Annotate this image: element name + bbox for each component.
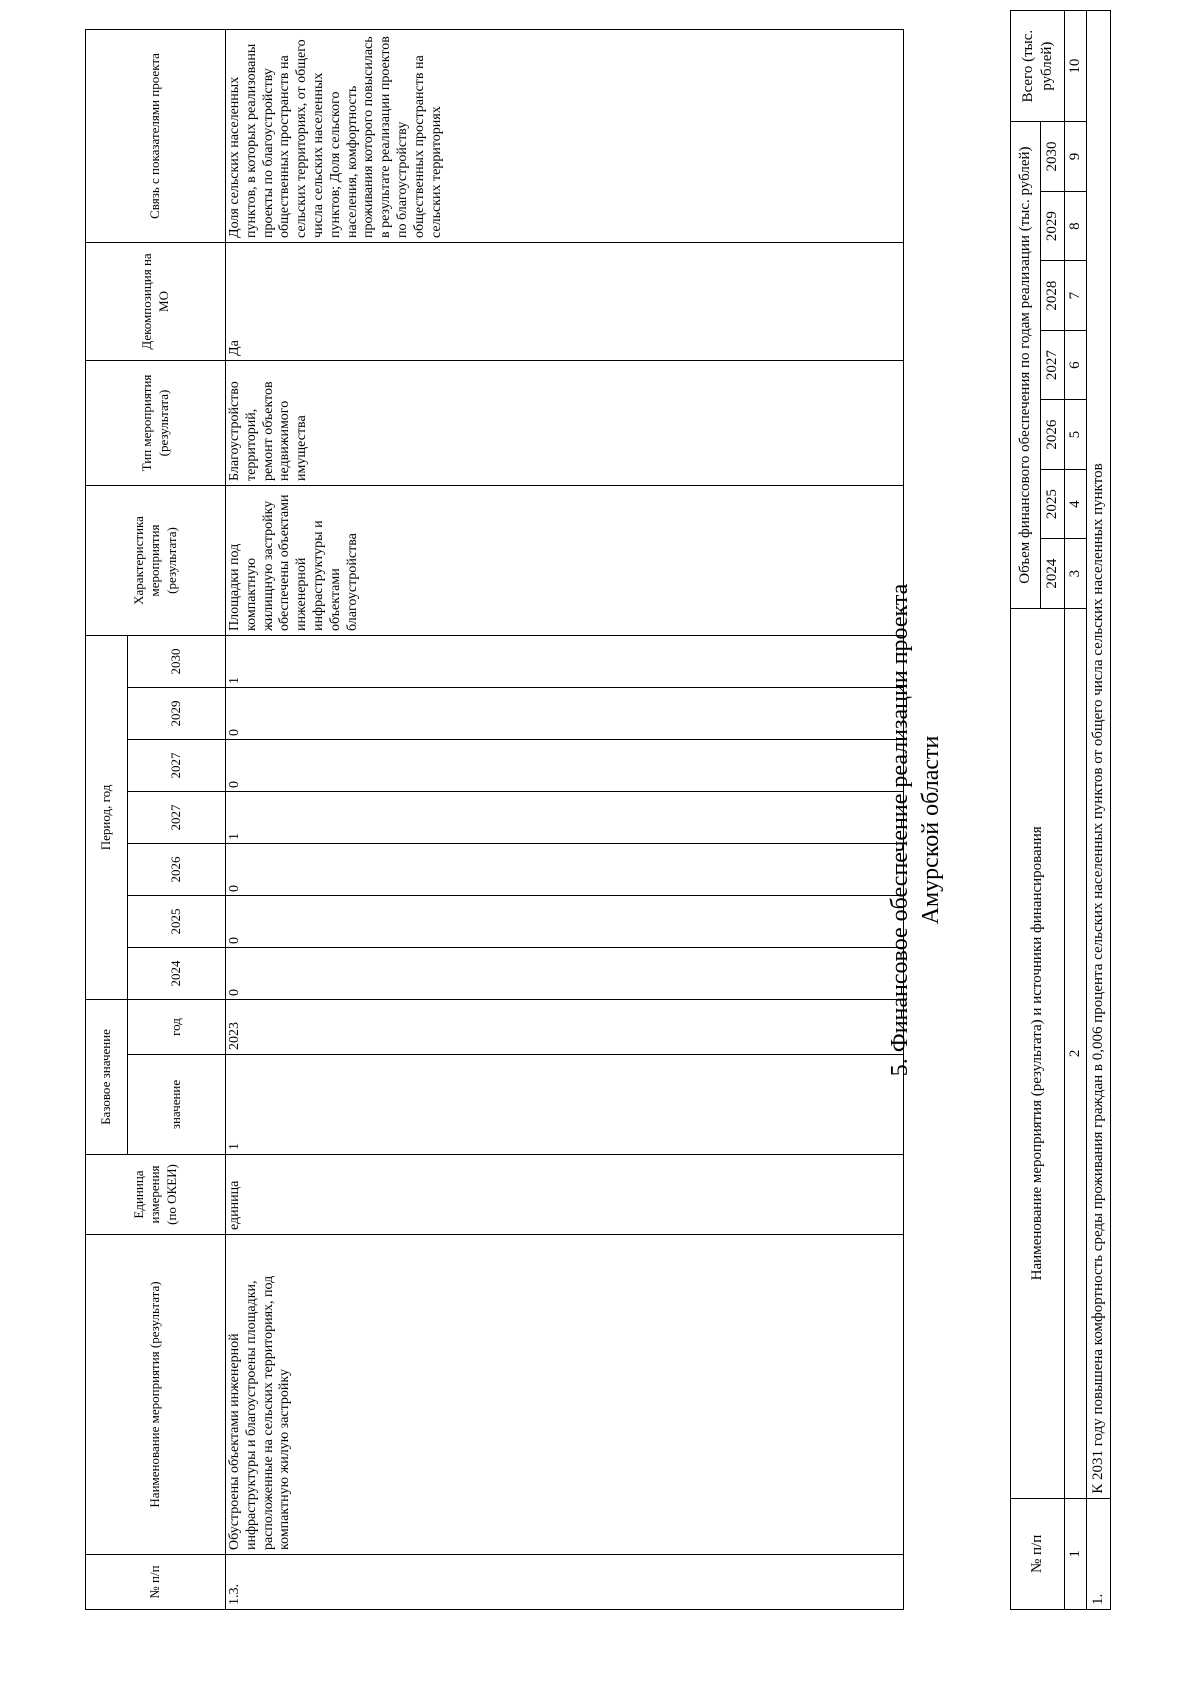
fin-header-year: 2027 <box>1041 330 1065 400</box>
row-year-value: 1 <box>226 791 904 843</box>
header-num: № п/п <box>86 1555 226 1610</box>
row-unit: единица <box>226 1155 904 1235</box>
fin-header-year: 2024 <box>1041 539 1065 609</box>
table-row <box>226 29 904 1609</box>
row-type: Благоустройство территорий, ремонт объектов недвижимого имущества <box>226 360 904 485</box>
header-characteristic: Характеристика мероприятия (результата) <box>86 485 226 635</box>
index-cell: 3 <box>1065 539 1087 609</box>
row-year-value: 0 <box>226 895 904 947</box>
heading-line1: 5. Финансовое обеспечение реализации проекта <box>887 583 913 1077</box>
section-heading <box>885 340 947 1320</box>
index-cell: 8 <box>1065 191 1087 261</box>
fin-header-num: № п/п <box>1011 1498 1065 1609</box>
row-year-value: 0 <box>226 739 904 791</box>
index-cell: 7 <box>1065 261 1087 331</box>
header-name: Наименование мероприятия (результата) <box>86 1235 226 1555</box>
row-year-value: 0 <box>226 947 904 999</box>
fin-header-year: 2030 <box>1041 122 1065 192</box>
index-cell: 6 <box>1065 330 1087 400</box>
header-base: Базовое значение <box>86 999 128 1154</box>
row-year-value: 0 <box>226 687 904 739</box>
fin-header-volume: Объем финансового обеспечения по годам реализации (тыс. рублей) <box>1011 122 1041 609</box>
row-base-year: 2023 <box>226 999 904 1054</box>
index-cell: 9 <box>1065 122 1087 192</box>
index-cell: 1 <box>1065 1498 1087 1609</box>
fin-header-total: Всего (тыс. рублей) <box>1011 11 1065 122</box>
header-link: Связь с показателями проекта <box>86 29 226 242</box>
header-unit: Единица измерения (по ОКЕИ) <box>86 1155 226 1235</box>
row-year-value: 1 <box>226 635 904 687</box>
index-cell: 5 <box>1065 400 1087 470</box>
header-decomposition: Декомпозиция на МО <box>86 242 226 360</box>
fin-header-name: Наименование мероприятия (результата) и источники финансирования <box>1011 608 1065 1498</box>
fin-header-year: 2028 <box>1041 261 1065 331</box>
header-year: 2027 <box>128 739 226 791</box>
header-year: 2030 <box>128 635 226 687</box>
table-row <box>1087 11 1111 1610</box>
row-base-value: 1 <box>226 1055 904 1155</box>
row-characteristic: Площадки под компактную жилищную застройку обеспечены объектами инженерной инфраструктуры и объектами благоустройства <box>226 485 904 635</box>
row-num: 1.3. <box>226 1555 904 1610</box>
row-decomposition: Да <box>226 242 904 360</box>
row-name: Обустроены объектами инженерной инфраструктуры и благоустроены площадки, расположенные на сельских территориях, под компактную жилую застройку <box>226 1235 904 1555</box>
header-year: 2026 <box>128 843 226 895</box>
index-cell: 2 <box>1065 608 1087 1498</box>
heading-line2: Амурской области <box>918 735 945 925</box>
row-link: Доля сельских населенных пунктов, в которых реализованы проекты по благоустройству общественных пространств на сельских территориях, от общего числа сельских населенных пунктов; Доля сельского населения, комфортность проживания которого повысилась в результате реализации проектов по благоустройству общественных пространств на сельских территориях <box>226 29 904 242</box>
fin-row-text: К 2031 году повышена комфортность среды проживания граждан в 0,006 процента сельских населенных пунктов от общего числа сельских населенных пунктов <box>1087 11 1111 1499</box>
header-base-year: год <box>128 999 226 1054</box>
results-table <box>85 29 904 1610</box>
header-year: 2029 <box>128 687 226 739</box>
index-cell: 10 <box>1065 11 1087 122</box>
header-year: 2027 <box>128 791 226 843</box>
header-period: Период, год <box>86 635 128 999</box>
index-cell: 4 <box>1065 469 1087 539</box>
row-year-value: 0 <box>226 843 904 895</box>
fin-header-year: 2025 <box>1041 469 1065 539</box>
header-base-value: значение <box>128 1055 226 1155</box>
header-type: Тип мероприятия (результата) <box>86 360 226 485</box>
header-year: 2024 <box>128 947 226 999</box>
fin-header-year: 2029 <box>1041 191 1065 261</box>
fin-header-year: 2026 <box>1041 400 1065 470</box>
financing-table <box>1010 10 1111 1610</box>
index-row <box>1065 11 1087 1610</box>
header-year: 2025 <box>128 895 226 947</box>
fin-row-num: 1. <box>1087 1498 1111 1609</box>
